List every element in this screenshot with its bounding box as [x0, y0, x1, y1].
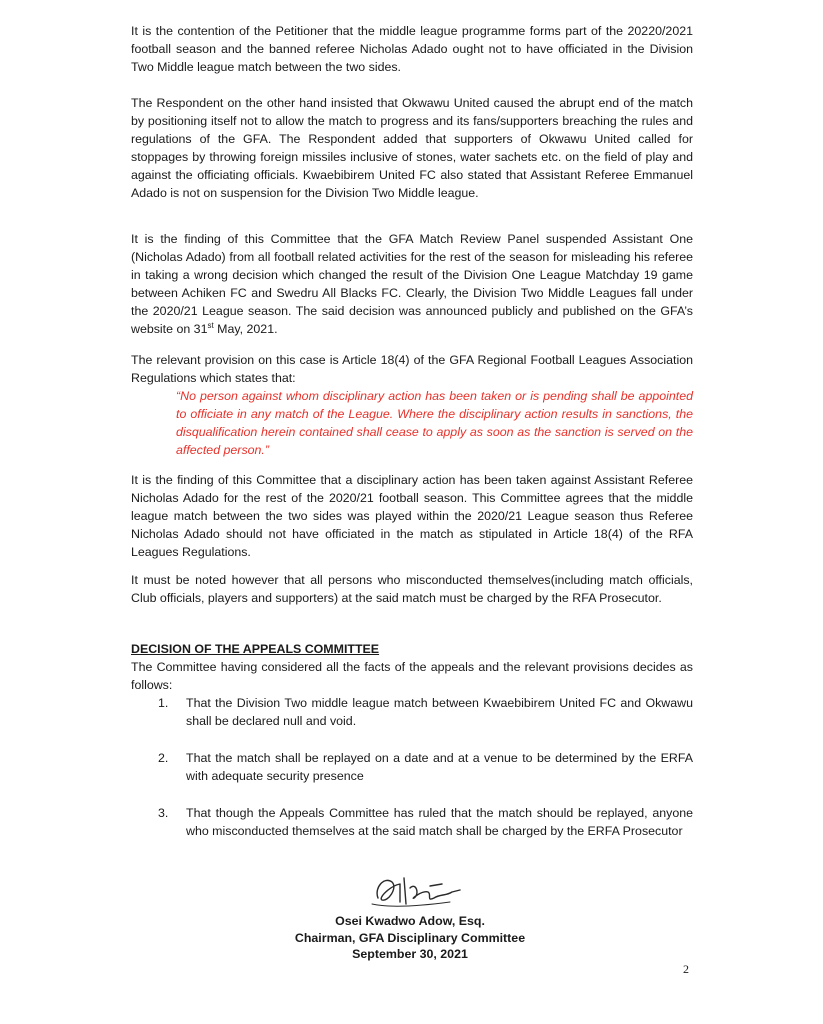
- signature-date: September 30, 2021: [352, 947, 468, 961]
- finding-text-end: May, 2021.: [213, 322, 278, 336]
- decision-item-text: That though the Appeals Committee has ruled that the match should be replayed, anyone who misconducted themselves at the said match shall be charged by the ERFA Prosecutor: [186, 806, 693, 838]
- paragraph-committee-finding-suspension: [131, 230, 693, 338]
- page-number: 2: [683, 962, 689, 976]
- decision-item-number: 3.: [158, 806, 169, 820]
- decision-item-text: That the match shall be replayed on a date and at a venue to be determined by the ERFA with adequate security presence: [186, 751, 693, 783]
- paragraph-misconduct-note: It must be noted however that all persons who misconducted themselves(including match officials, Club officials, players and supporters) at the said match must be charged by the RFA Prosecutor.: [131, 573, 693, 605]
- signatory-title: Chairman, GFA Disciplinary Committee: [294, 931, 526, 945]
- signatory-name: Osei Kwadwo Adow, Esq.: [335, 914, 485, 928]
- paragraph-relevant-provision: The relevant provision on this case is Article 18(4) of the GFA Regional Football Leagues Association Regulations which states that:: [131, 353, 693, 385]
- decision-item-number: 1.: [158, 696, 169, 710]
- decision-heading: DECISION OF THE APPEALS COMMITTEE: [131, 642, 380, 656]
- paragraph-disciplinary-finding: It is the finding of this Committee that a disciplinary action has been taken against Assistant Referee Nicholas Adado for the rest of the 2020/21 football season. This Committee agrees that the middle league match between the two sides was played within the 2020/21 League season thus Referee Nicholas Adado should not have officiated in the match as stipulated in Article 18(4) of the RFA Leagues Regulations.: [131, 473, 693, 559]
- date-ordinal: st: [207, 320, 214, 330]
- finding-text: It is the finding of this Committee that the GFA Match Review Panel suspended Assistant One (Nicholas Adado) from all football related activities for the rest of the season for misleading his referee in taking a wrong decision which changed the result of the Division One League Matchday 19 game between Achiken FC and Swedru All Blacks FC. Clearly, the Division Two Middle Leagues fall under the 2020/21 League season. The said decision was announced publicly and published on the GFA’s website on 31: [131, 232, 693, 336]
- decision-item-text: That the Division Two middle league match between Kwaebibirem United FC and Okwawu shall be declared null and void.: [186, 696, 693, 728]
- paragraph-petitioner-contention: It is the contention of the Petitioner that the middle league programme forms part of the 20220/2021 football season and the banned referee Nicholas Adado ought not to have officiated in the Division Two Middle league match between the two sides.: [131, 24, 693, 74]
- decision-intro: The Committee having considered all the facts of the appeals and the relevant provisions decides as follows:: [131, 660, 693, 692]
- decision-item-number: 2.: [158, 751, 169, 765]
- handwritten-signature: [370, 868, 466, 912]
- paragraph-respondent-position: The Respondent on the other hand insisted that Okwawu United caused the abrupt end of the match by positioning itself not to allow the match to progress and its fans/supporters breaching the rules and regulations of the GFA. The Respondent added that supporters of Okwawu United called for stoppages by throwing foreign missiles inclusive of stones, water sachets etc. on the field of play and against the officiating officials. Kwaebibirem United FC also stated that Assistant Referee Emmanuel Adado is not on suspension for the Division Two Middle league.: [131, 96, 693, 200]
- regulation-quote: “No person against whom disciplinary action has been taken or is pending shall be appointed to officiate in any match of the League. Where the disciplinary action results in sanctions, the disqualification herein contained shall cease to apply as soon as the sanction is served on the affected person.”: [176, 389, 693, 457]
